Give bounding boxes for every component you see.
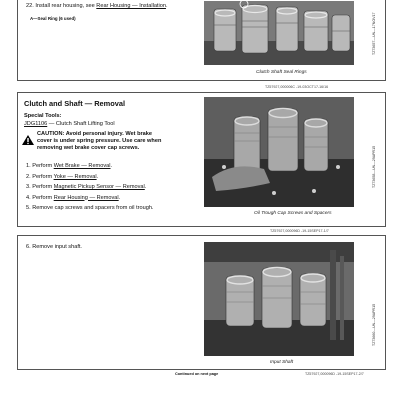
figure-id-73658: TZ73658—UN—29APR15 — [372, 145, 376, 188]
step-text: Remove input shaft. — [32, 244, 82, 250]
continued-notice: Continued on next page — [175, 372, 219, 376]
input-shaft-photo — [204, 242, 354, 356]
reference-footer-2: TZ57927,000096D -19-15SEP17-1/7 — [270, 229, 329, 233]
seal-ring-legend: A—Seal Ring (6 used) — [30, 16, 76, 21]
figure-id-73660: TZ73660—UN—29APR15 — [372, 303, 376, 346]
panel-clutch-shaft-removal — [17, 92, 386, 227]
special-tools-label: Special Tools: — [24, 113, 62, 119]
list-item: 4. Perform Rear Housing — Removal. — [26, 194, 121, 201]
figure-id-73657: TZ73657—UN—17NOV17 — [372, 12, 376, 55]
section-title: Clutch and Shaft — Removal — [24, 99, 126, 108]
install-rear-housing-step: 22. Install rear housing, see Rear Housing — Installation. — [26, 3, 168, 9]
step-number: 22. — [26, 3, 34, 9]
wet-brake-removal-link[interactable]: Wet Brake — Removal — [53, 163, 111, 169]
reference-footer-1: TZ57927,000006C -19-03OCT17-16/16 — [265, 85, 329, 89]
caution-line-1: CAUTION: Avoid personal injury. Wet brake — [37, 131, 152, 137]
magnetic-pickup-sensor-removal-link[interactable]: Magnetic Pickup Sensor — Removal — [53, 184, 145, 190]
input-shaft-caption: Input Shaft — [270, 360, 294, 365]
remove-input-shaft-step — [26, 244, 82, 250]
caution-triangle-icon — [22, 132, 34, 150]
list-item: 3. Perform Magnetic Pickup Sensor — Removal. — [26, 184, 147, 190]
reference-footer-3: TZ57927,000096D -19-15SEP17-2/7 — [305, 372, 364, 376]
panel-input-shaft — [17, 235, 386, 370]
special-tool-entry: JDG1106 — Clutch Shaft Lifting Tool — [24, 121, 115, 127]
seal-rings-caption: Clutch Shaft Seal Rings — [256, 70, 307, 75]
step-text: Install rear housing, see — [35, 3, 97, 9]
list-item: 2. Perform Yoke — Removal. — [26, 173, 99, 180]
rear-housing-removal-link[interactable]: Rear Housing — Removal — [53, 194, 119, 201]
removal-steps — [26, 163, 202, 216]
caution-line-2: cover is under spring pressure. Use care when — [37, 138, 162, 144]
rear-housing-installation-link[interactable]: Rear Housing — Installation — [96, 3, 166, 9]
clutch-shaft-seal-rings-photo — [204, 1, 354, 65]
yoke-removal-link[interactable]: Yoke — Removal — [53, 173, 97, 180]
step-number: 6. — [26, 244, 31, 250]
oil-trough-caption: Oil Trough Cap Screws and Spacers — [254, 211, 332, 216]
oil-trough-photo — [204, 97, 354, 207]
caution-line-3: removing wet brake cover cap screws. — [37, 145, 140, 151]
jdg1106-link[interactable]: JDG1106 — [24, 121, 48, 127]
panel-seal-rings — [17, 0, 386, 81]
list-item: 1. Perform Wet Brake — Removal. — [26, 163, 113, 169]
list-item: 5. Remove cap screws and spacers from oil trough. — [26, 205, 154, 211]
caution-notice — [22, 131, 192, 153]
